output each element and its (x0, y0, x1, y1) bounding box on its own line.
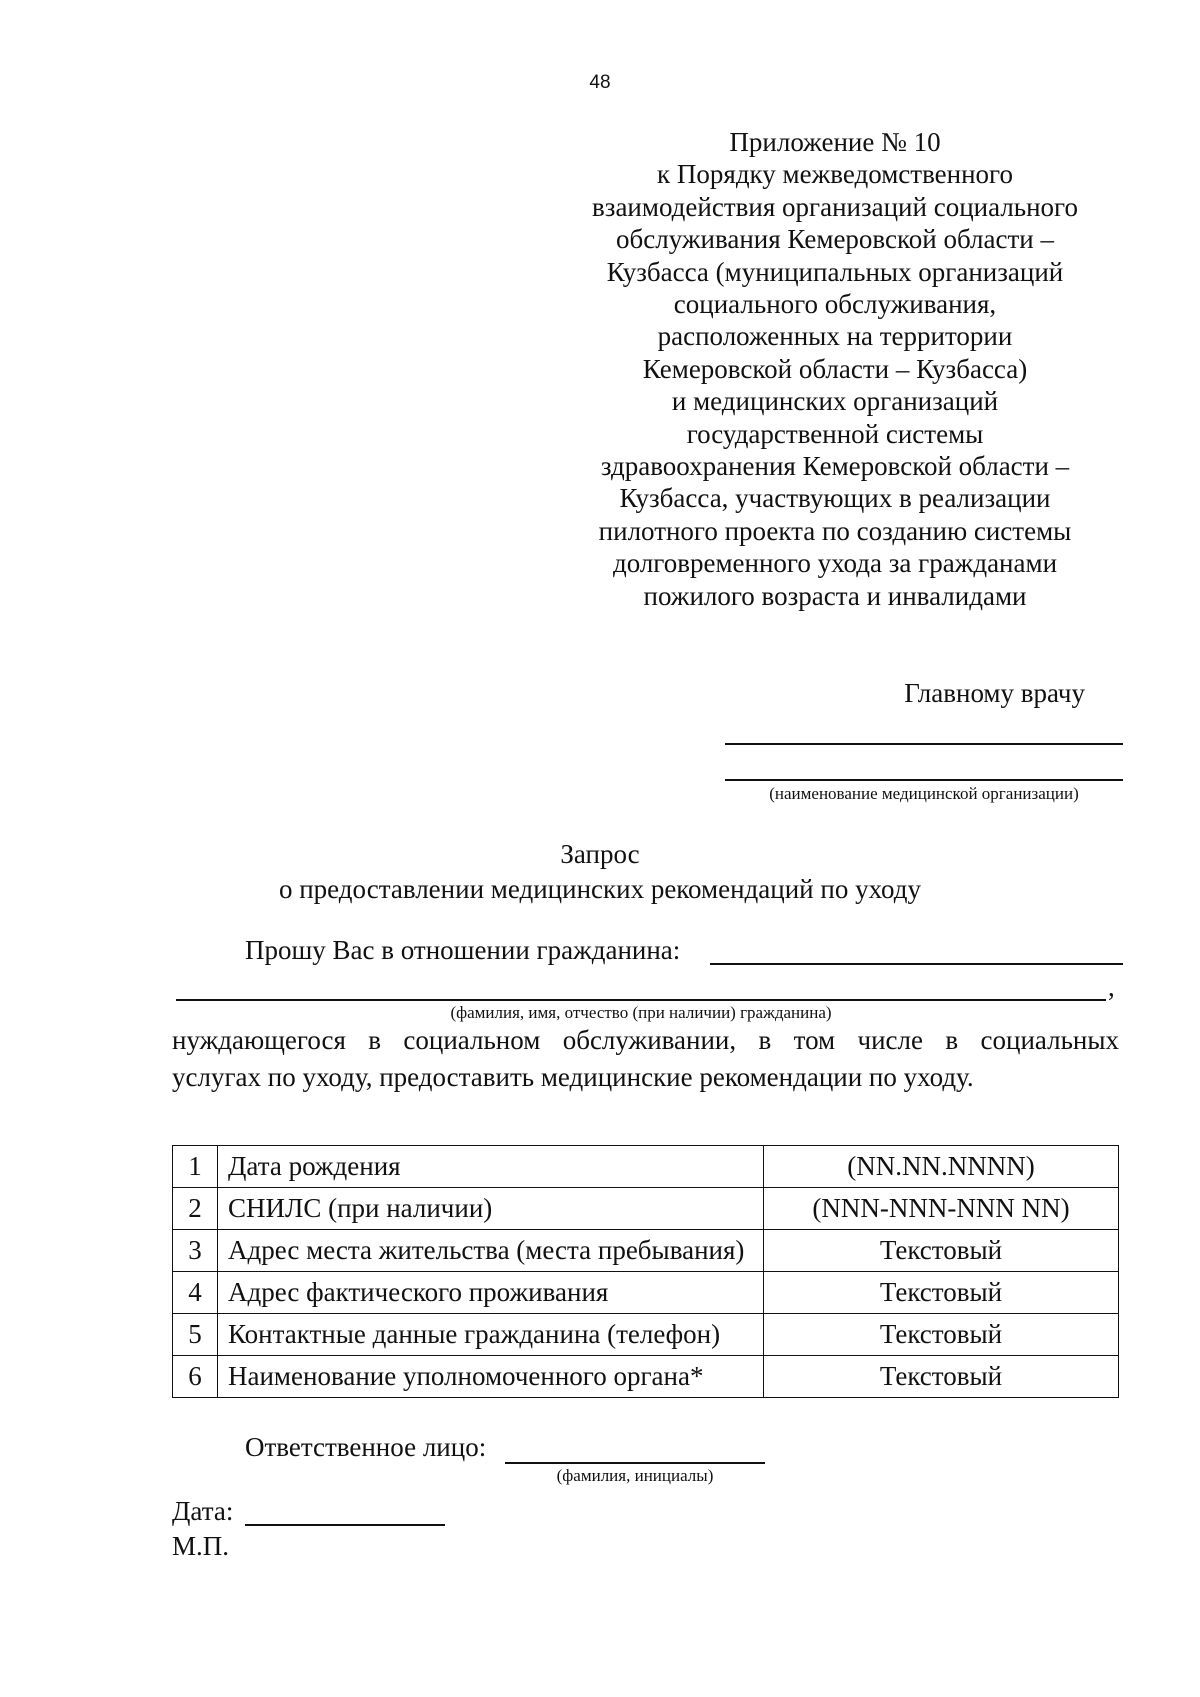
request-body (172, 1022, 1119, 1096)
appendix-line: Кемеровской области – Кузбасса) (642, 353, 1028, 384)
request-intro: Прошу Вас в отношении гражданина: (245, 935, 681, 965)
request-body-line: услугах по уходу, предоставить медицинские рекомендации по уходу. (172, 1062, 974, 1092)
row-number: 5 (173, 1314, 218, 1356)
row-label: Адрес фактического проживания (218, 1272, 764, 1314)
addressee-title: Главному врачу (904, 678, 1085, 708)
citizen-name-caption: (фамилия, имя, отчество (при наличии) гражданина) (450, 1003, 832, 1022)
row-value[interactable]: Текстовый (764, 1230, 1119, 1272)
org-name-line-1[interactable] (725, 743, 1123, 745)
row-number: 1 (173, 1146, 218, 1188)
row-value[interactable]: Текстовый (764, 1356, 1119, 1398)
row-label: Дата рождения (218, 1146, 764, 1188)
table-row (173, 1188, 1119, 1230)
comma: , (1108, 972, 1115, 1002)
appendix-header (585, 126, 1085, 612)
table-row (173, 1146, 1119, 1188)
row-number: 3 (173, 1230, 218, 1272)
date-label: Дата: (172, 1496, 234, 1526)
responsible-caption: (фамилия, инициалы) (556, 1466, 714, 1485)
table-row (173, 1272, 1119, 1314)
appendix-line: и медицинских организаций (671, 386, 999, 417)
appendix-line: Кузбасса (муниципальных организаций (606, 256, 1064, 287)
appendix-line: здравоохранения Кемеровской области – (600, 451, 1070, 482)
stamp-label: М.П. (172, 1531, 230, 1561)
page-number: 48 (589, 72, 611, 93)
org-name-caption: (наименование медицинской организации) (769, 784, 1079, 803)
row-number: 6 (173, 1356, 218, 1398)
row-value[interactable]: Текстовый (764, 1314, 1119, 1356)
row-label: Контактные данные гражданина (телефон) (218, 1314, 764, 1356)
row-number: 2 (173, 1188, 218, 1230)
org-name-line-2[interactable] (725, 779, 1123, 781)
row-label: Наименование уполномоченного органа* (218, 1356, 764, 1398)
appendix-line: обслуживания Кемеровской области – (616, 224, 1054, 255)
appendix-line: Кузбасса, участвующих в реализации (619, 483, 1051, 514)
appendix-line: расположенных на территории (657, 321, 1013, 352)
appendix-line: взаимодействия организаций социального (592, 191, 1078, 222)
appendix-line: Приложение № 10 (729, 127, 941, 157)
row-label: Адрес места жительства (места пребывания) (218, 1230, 764, 1272)
row-value[interactable]: (NNN-NNN-NNN NN) (764, 1188, 1119, 1230)
row-label: СНИЛС (при наличии) (218, 1188, 764, 1230)
row-number: 4 (173, 1272, 218, 1314)
date-line[interactable] (245, 1524, 445, 1526)
request-body-line: нуждающегося в социальном обслуживании, в том числе в социальных (172, 1025, 1119, 1055)
citizen-name-line-1[interactable] (710, 963, 1123, 965)
appendix-line: государственной системы (686, 418, 984, 449)
appendix-line: к Порядку межведомственного (657, 159, 1013, 190)
responsible-label: Ответственное лицо: (245, 1432, 487, 1462)
appendix-line: пожилого возраста и инвалидами (643, 580, 1027, 611)
row-value[interactable]: Текстовый (764, 1272, 1119, 1314)
citizen-name-line-2[interactable] (176, 999, 1106, 1001)
table-row (173, 1356, 1119, 1398)
request-subtitle: о предоставлении медицинских рекомендаций по уходу (278, 874, 921, 904)
appendix-line: социального обслуживания, (673, 289, 997, 320)
appendix-line: долговременного ухода за гражданами (612, 548, 1058, 579)
table-row (173, 1314, 1119, 1356)
appendix-line: пилотного проекта по созданию системы (598, 515, 1072, 546)
request-title: Запрос (560, 839, 640, 869)
table-row (173, 1230, 1119, 1272)
responsible-line[interactable] (505, 1462, 765, 1464)
citizen-info-table (172, 1145, 1119, 1398)
row-value[interactable]: (NN.NN.NNNN) (764, 1146, 1119, 1188)
